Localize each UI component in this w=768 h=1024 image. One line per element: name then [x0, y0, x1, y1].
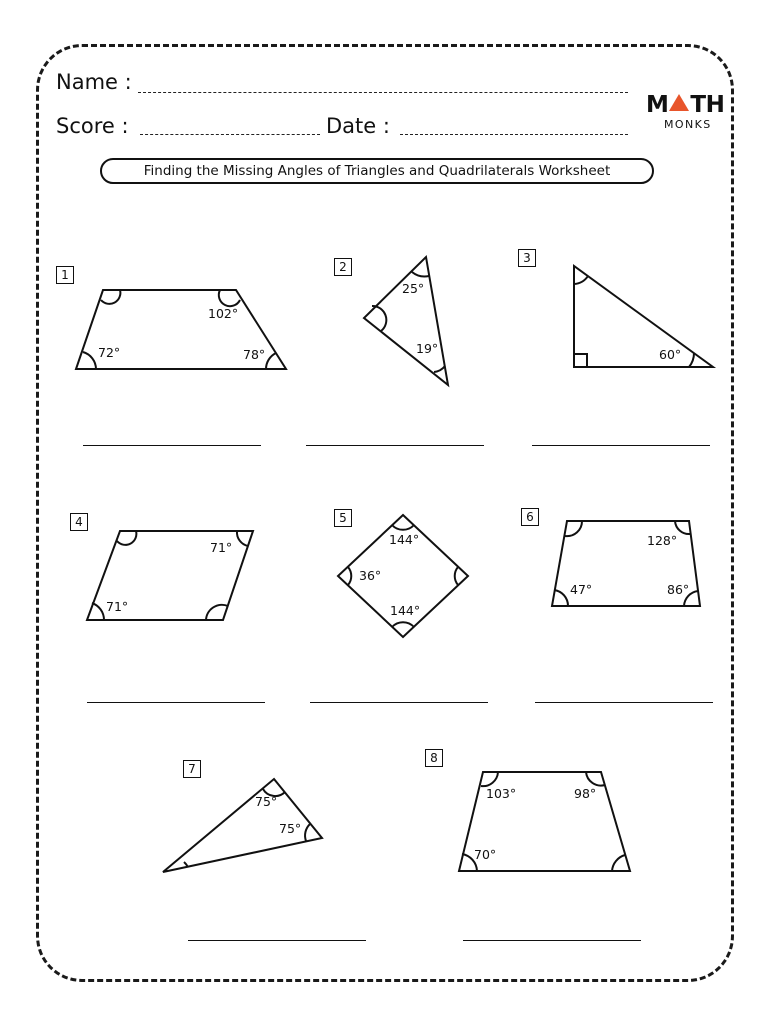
angle-label-2a: 25° [402, 281, 425, 296]
angle-label-6a: 128° [647, 533, 678, 548]
logo-letter-m: M [646, 92, 669, 118]
angle-label-5a: 144° [389, 532, 420, 547]
answer-line-3[interactable] [532, 445, 710, 446]
answer-line-4[interactable] [87, 702, 265, 703]
problem-number-2: 2 [334, 258, 352, 276]
date-label: Date : [326, 114, 390, 138]
angle-label-5c: 144° [390, 603, 421, 618]
angle-label-1a: 102° [208, 306, 239, 321]
problem-number-1: 1 [56, 266, 74, 284]
answer-line-5[interactable] [310, 702, 488, 703]
angle-label-8b: 98° [574, 786, 597, 801]
angle-label-1b: 72° [98, 345, 121, 360]
logo-letters-th: TH [690, 92, 725, 118]
problem-number-4: 4 [70, 513, 88, 531]
problem-number-5: 5 [334, 509, 352, 527]
angle-label-1c: 78° [243, 347, 266, 362]
angle-label-6c: 86° [667, 582, 690, 597]
problem-number-3: 3 [518, 249, 536, 267]
answer-line-1[interactable] [83, 445, 261, 446]
angle-label-4b: 71° [106, 599, 129, 614]
worksheet-title-text: Finding the Missing Angles of Triangles and Quadrilaterals Worksheet [143, 163, 611, 179]
angle-label-7a: 75° [255, 794, 278, 809]
shape-3-right-triangle [574, 266, 713, 367]
answer-line-6[interactable] [535, 702, 713, 703]
angle-label-8c: 70° [474, 847, 497, 862]
problem-number-6: 6 [521, 508, 539, 526]
shape-2-triangle [364, 257, 448, 385]
name-label: Name : [56, 70, 132, 94]
angle-label-8a: 103° [486, 786, 517, 801]
angle-label-3a: 60° [659, 347, 682, 362]
answer-line-2[interactable] [306, 445, 484, 446]
angle-label-7b: 75° [279, 821, 302, 836]
logo-subtext: MONKS [664, 118, 712, 131]
score-label: Score : [56, 114, 129, 138]
problem-number-7: 7 [183, 760, 201, 778]
angle-label-2b: 19° [416, 341, 439, 356]
answer-line-8[interactable] [463, 940, 641, 941]
angle-label-4a: 71° [210, 540, 233, 555]
problem-number-8: 8 [425, 749, 443, 767]
angle-label-5b: 36° [359, 568, 382, 583]
answer-line-7[interactable] [188, 940, 366, 941]
angle-label-6b: 47° [570, 582, 593, 597]
